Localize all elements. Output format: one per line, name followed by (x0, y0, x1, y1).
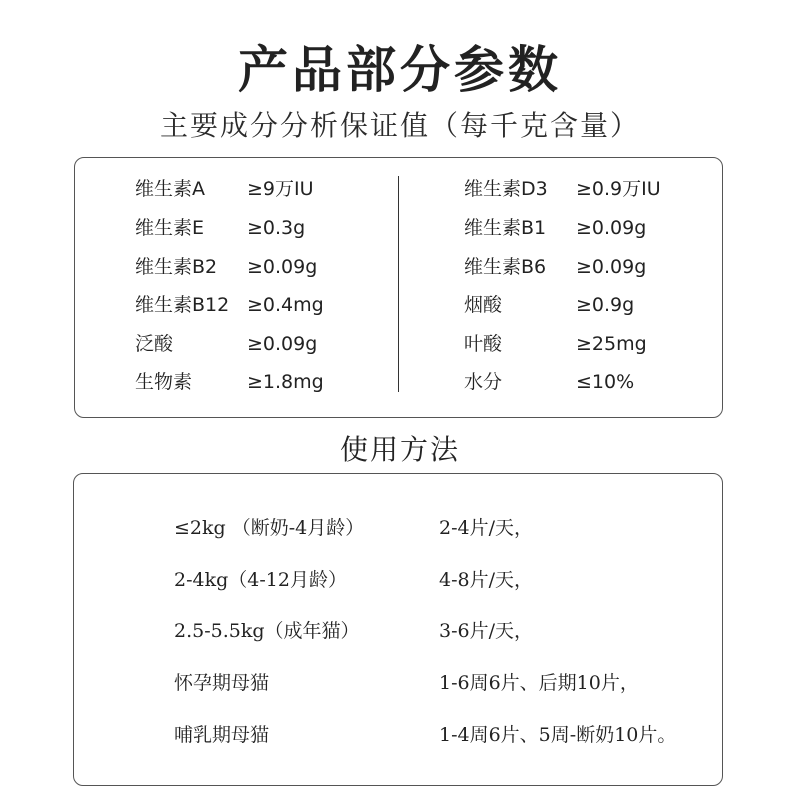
nutrient-value: ≥1.8mg (247, 371, 324, 393)
nutrient-value: ≥0.9万IU (576, 178, 661, 200)
nutrient-value: ≥0.9g (576, 294, 635, 316)
nutrient-value: ≥0.09g (576, 217, 647, 239)
column-divider (398, 176, 399, 392)
usage-dosage: 1-6周6片、后期10片， (439, 672, 639, 694)
nutrient-value: ≥25mg (576, 333, 647, 355)
usage-dosage: 4-8片/天， (439, 569, 533, 591)
usage-table (73, 473, 723, 786)
nutrient-name: 烟酸 (464, 294, 503, 316)
usage-condition: 哺乳期母猫 (174, 724, 270, 746)
nutrient-name: 维生素B2 (135, 256, 218, 278)
nutrient-name: 维生素E (135, 217, 205, 239)
nutrient-value: ≥0.09g (247, 333, 318, 355)
nutrient-name: 水分 (464, 371, 503, 393)
analysis-subtitle: 主要成分分析保证值（每千克含量） (159, 109, 640, 142)
nutrient-table (74, 157, 723, 418)
nutrient-name: 维生素D3 (464, 178, 548, 200)
nutrient-value: ≥0.4mg (247, 294, 324, 316)
nutrient-name: 维生素B1 (464, 217, 547, 239)
nutrient-value: ≥0.09g (247, 256, 318, 278)
nutrient-name: 维生素A (135, 178, 205, 200)
usage-dosage: 1-4周6片、5周-断奶10片。 (439, 724, 677, 746)
nutrient-value: ≥0.09g (576, 256, 647, 278)
page-title: 产品部分参数 (238, 41, 562, 99)
nutrient-value: ≥0.3g (247, 217, 306, 239)
nutrient-name: 叶酸 (464, 333, 503, 355)
usage-condition: 2.5-5.5kg（成年猫） (174, 620, 360, 642)
nutrient-value: ≤10% (576, 371, 635, 393)
usage-condition: 2-4kg（4-12月龄） (174, 569, 347, 591)
nutrient-name: 泛酸 (135, 333, 174, 355)
usage-condition: 怀孕期母猫 (174, 672, 270, 694)
nutrient-value: ≥9万IU (247, 178, 314, 200)
nutrient-name: 生物素 (135, 371, 193, 393)
nutrient-name: 维生素B6 (464, 256, 547, 278)
nutrient-name: 维生素B12 (135, 294, 230, 316)
usage-condition: ≤2kg （断奶-4月龄） (174, 517, 365, 539)
usage-dosage: 3-6片/天， (439, 620, 533, 642)
usage-title: 使用方法 (339, 433, 460, 466)
usage-dosage: 2-4片/天， (439, 517, 533, 539)
